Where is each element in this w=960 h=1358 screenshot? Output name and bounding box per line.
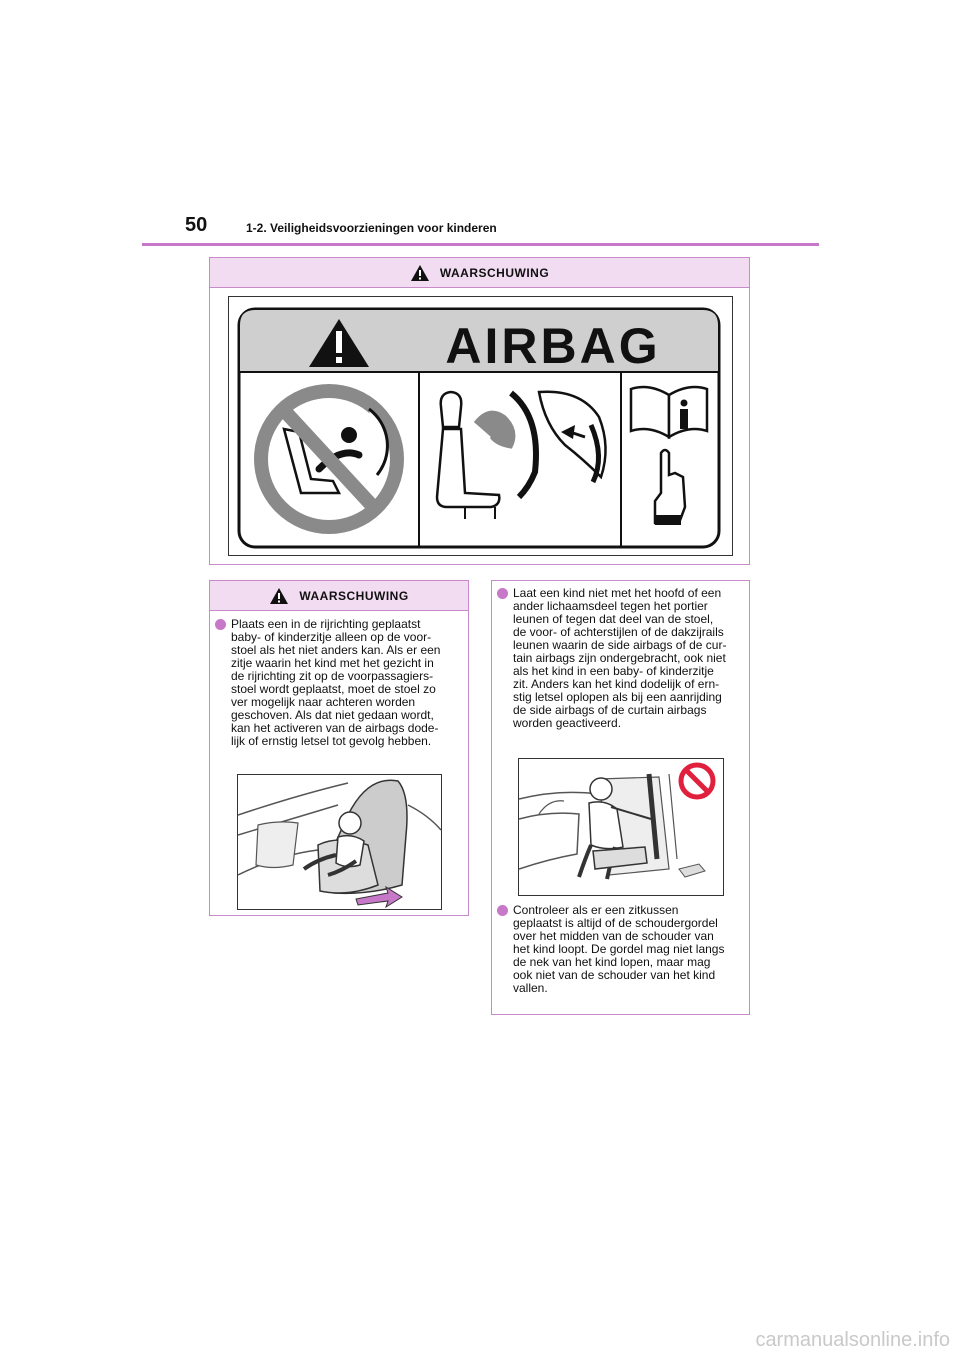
bullet-dot-icon [215, 619, 226, 630]
child-seat-front-drawing [238, 775, 441, 909]
warning-triangle-icon [269, 587, 289, 605]
bullet-line: Laat een kind niet met het hoofd of een [513, 586, 722, 600]
bullet-line: de voor- of achterstijlen of de dakzijrails [513, 625, 724, 639]
bullet-line: het kind loopt. De gordel mag niet langs [513, 942, 725, 956]
bullet-line: ook niet van de schouder van het kind [513, 968, 716, 982]
bullet-item [496, 904, 763, 995]
bullet-line: leunen waarin de side airbags of de cur- [513, 638, 727, 652]
bullet-line: baby- of kinderzitje alleen op de voor- [231, 630, 432, 644]
bullet-line: ver mogelijk naar achteren worden [231, 695, 416, 709]
bullet-item [214, 618, 481, 748]
bullet-line: zitje waarin het kind met het gezicht in [231, 656, 434, 670]
child-booster-seat-drawing [519, 759, 723, 895]
child-leaning-on-door-illustration [518, 758, 724, 896]
bullet-line: over het midden van de schouder van [513, 929, 714, 943]
warning-triangle-icon [410, 264, 430, 282]
bullet-line: de nek van het kind lopen, maar mag [513, 955, 711, 969]
bullet-line: stig letsel oplopen als bij een aanrijding [513, 690, 722, 704]
warning-title: WAARSCHUWING [439, 265, 550, 280]
forward-facing-child-seat-illustration [237, 774, 442, 910]
bullet-line: worden geactiveerd. [513, 716, 622, 730]
bullet-item [496, 587, 763, 730]
bullet-line: Plaats een in de rijrichting geplaatst [231, 617, 421, 631]
warning-header [210, 258, 749, 288]
bullet-line: Controleer als er een zitkussen [513, 903, 679, 917]
warning-box-side-airbag [491, 580, 750, 1015]
bullet-line: leunen of tegen dat deel van de stoel, [513, 612, 714, 626]
bullet-line: zit. Anders kan het kind dodelijk of ern- [513, 677, 720, 691]
airbag-label-drawing [229, 297, 732, 555]
chapter-title: 1-2. Veiligheidsvoorzieningen voor kinderen [246, 221, 497, 235]
bullet-line: kan het activeren van de airbags dode- [231, 721, 439, 735]
bullet-line: de side airbags of de curtain airbags [513, 703, 707, 717]
bullet-line: geschoven. Als dat niet gedaan wordt, [231, 708, 434, 722]
bullet-line: geplaatst is altijd of de schoudergordel [513, 916, 718, 930]
bullet-line: lijk of ernstig letsel tot gevolg hebben. [231, 734, 432, 748]
prohibited-sign-icon [681, 765, 713, 797]
bullet-dot-icon [497, 905, 508, 916]
warning-title: WAARSCHUWING [299, 588, 409, 603]
warning-box-airbag-label [209, 257, 750, 565]
airbag-label-text: AIRBAG [445, 318, 661, 374]
warning-header [210, 581, 468, 611]
header-rule [142, 243, 819, 246]
airbag-warning-label-figure [228, 296, 733, 556]
bullet-line: de rijrichting zit op de voorpassagiers- [231, 669, 434, 683]
bullet-line: stoel als het niet anders kan. Als er een [231, 643, 441, 657]
bullet-line: vallen. [513, 981, 548, 995]
bullet-line: tain airbags zijn ondergebracht, ook niet [513, 651, 726, 665]
watermark: carmanualsonline.info [755, 1329, 950, 1351]
bullet-dot-icon [497, 588, 508, 599]
bullet-line: ander lichaamsdeel tegen het portier [513, 599, 708, 613]
warning-box-forward-facing-seat [209, 580, 469, 916]
bullet-line: als het kind in een baby- of kinderzitje [513, 664, 714, 678]
bullet-line: stoel wordt geplaatst, moet de stoel zo [231, 682, 436, 696]
page-number: 50 [185, 214, 208, 236]
